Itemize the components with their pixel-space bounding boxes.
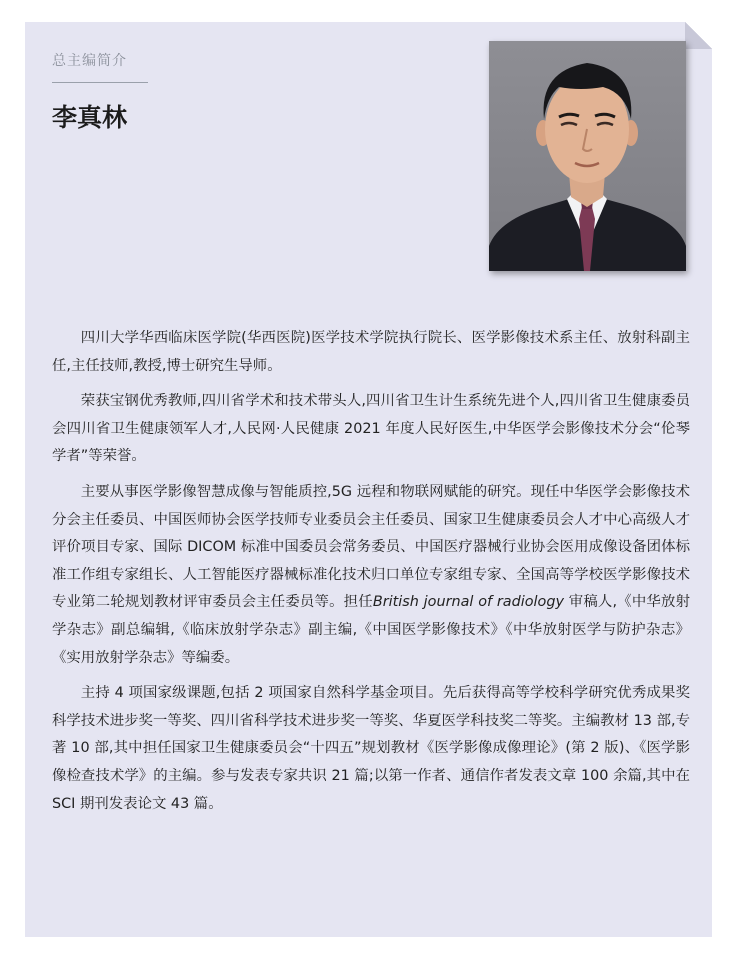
bio-paragraph-honors: 荣获宝钢优秀教师,四川省学术和技术带头人,四川省卫生计生系统先进个人,四川省卫生健康委员会四川省卫生健康领军人才,人民网·人民健康 2021 年度人民好医生,中华医学会影像技术分会“伦琴学者”等荣誉。 <box>52 393 690 465</box>
journal-title: British journal of radiology <box>372 594 564 611</box>
research-text: 主要从事医学影像智慧成像与智能质控,5G 远程和物联网赋能的研究。现任中华医学会影像技术分会主任委员、中国医师协会医学技师专业委员会主任委员、国家卫生健康委员会人才中心高级人才评价项目专家、国际 DICOM 标准中国委员会常务委员、中国医疗器械行业协会医用成像设备团体标准工作组专家组长、人工智能医疗器械标准化技术归口单位专家组专家、全国高等学校医学影像技术专业第二轮规划教材评审委员会主任委员等。担任 <box>52 483 690 611</box>
folded-corner <box>685 22 712 49</box>
research-text-continued: 审稿人,《中华放射学杂志》副总编辑,《临床放射学杂志》副主编,《中国医学影像技术》《中华放射医学与防护杂志》《实用放射学杂志》等编委。 <box>52 594 690 666</box>
portrait-illustration <box>489 41 686 271</box>
section-rule <box>52 82 148 83</box>
portrait-photo <box>489 41 686 271</box>
editor-name: 李真林 <box>52 103 128 132</box>
bio-text <box>52 325 690 826</box>
section-label: 总主编简介 <box>52 53 127 69</box>
bio-paragraph-position: 四川大学华西临床医学院(华西医院)医学技术学院执行院长、医学影像技术系主任、放射科副主任,主任技师,教授,博士研究生导师。 <box>52 330 690 374</box>
bio-paragraph-research <box>52 479 690 672</box>
bio-paragraph-achievements: 主持 4 项国家级课题,包括 2 项国家自然科学基金项目。先后获得高等学校科学研究优秀成果奖科学技术进步奖一等奖、四川省科学技术进步奖一等奖、华夏医学科技奖二等奖。主编教材 13 部,专著 10 部,其中担任国家卫生健康委员会“十四五”规划教材《医学影像成像理论》(第 2 版)、《医学影像检查技术学》的主编。参与发表专家共识 21 篇;以第一作者、通信作者发表文章 100 余篇,其中在 SCI 期刊发表论文 43 篇。 <box>52 685 690 812</box>
